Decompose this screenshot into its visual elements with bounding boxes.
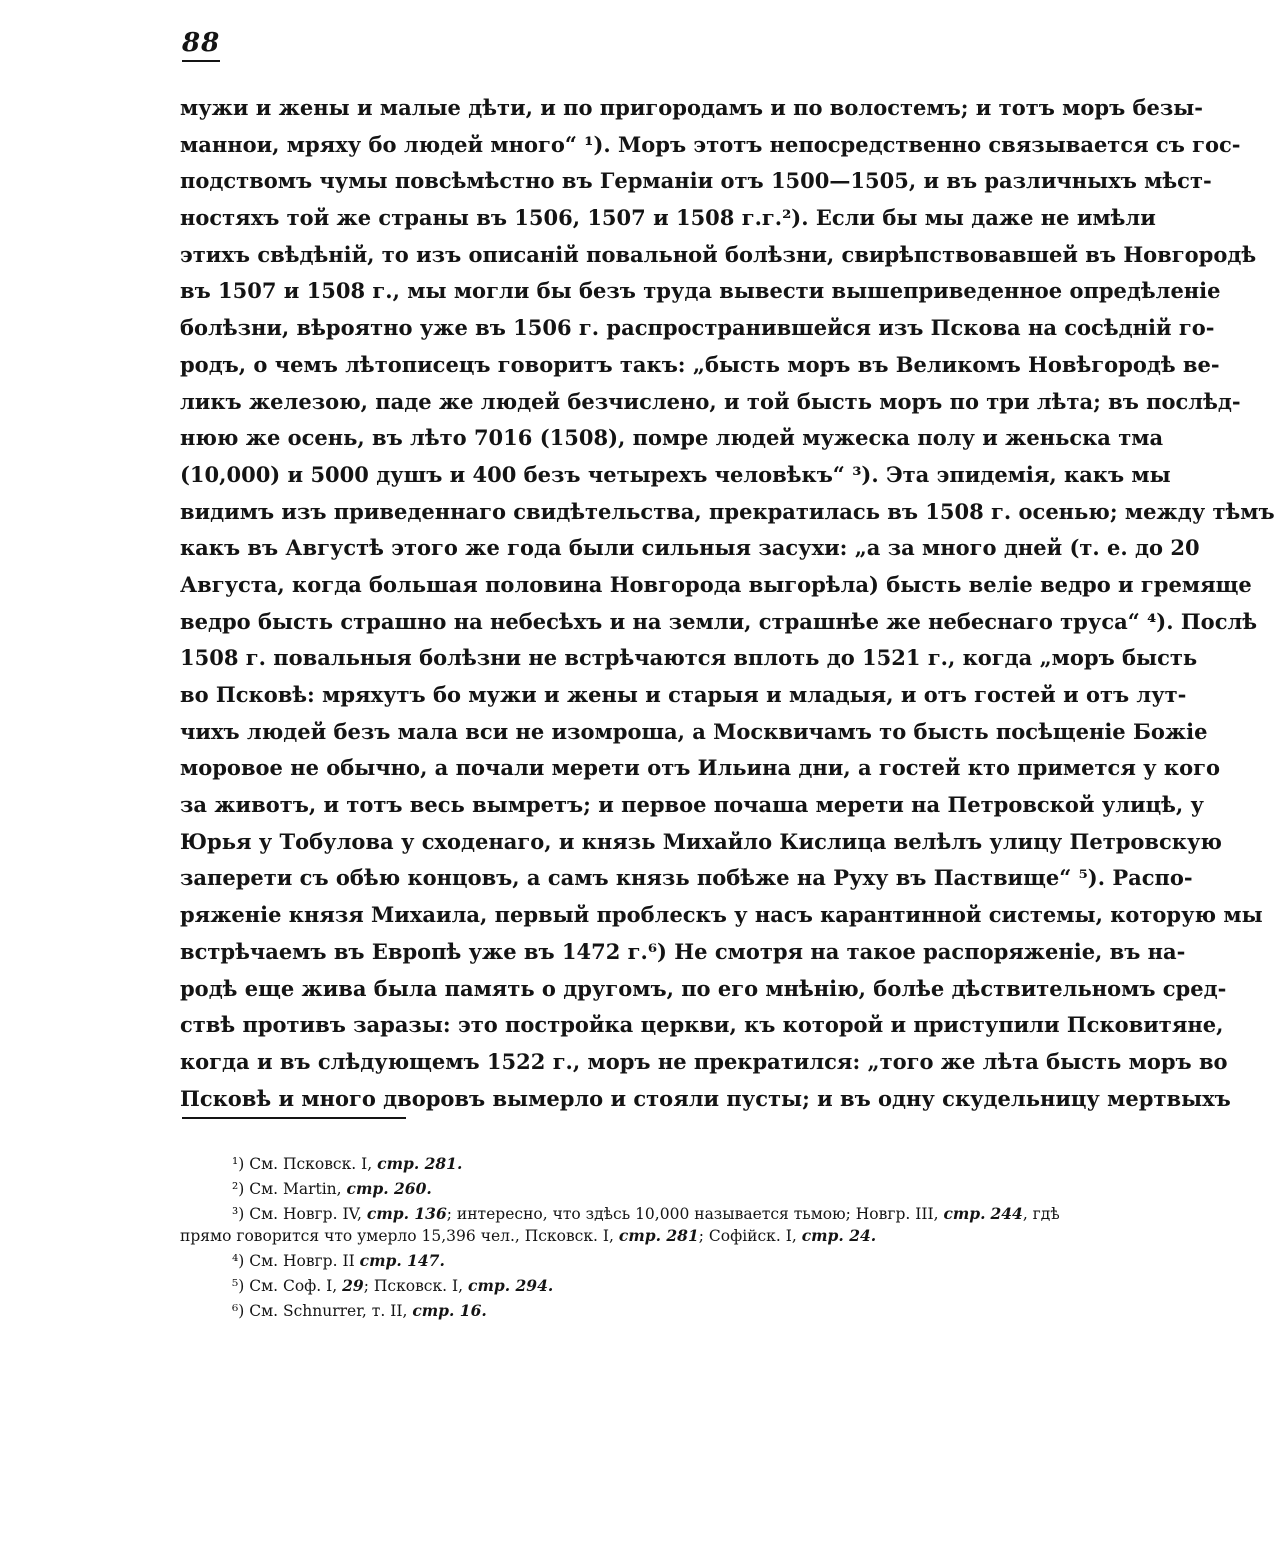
body-line: мужи и жены и малые дѣти, и по пригородамъ и по волостемъ; и тотъ моръ безы- xyxy=(180,95,1204,120)
body-line: родъ, о чемъ лѣтописецъ говоритъ такъ: „бысть моръ въ Великомъ Новѣгородѣ ве- xyxy=(180,351,1220,377)
body-line: болѣзни, вѣроятно уже въ 1506 г. распространившейся изъ Пскова на сосѣдній го- xyxy=(180,315,1215,341)
footnote-mark: ²) xyxy=(232,1180,245,1198)
footnote-text: См. Псковск. I, xyxy=(249,1155,373,1173)
footnotes xyxy=(180,1153,1085,1325)
footnote-1 xyxy=(180,1153,1085,1175)
body-line: въ 1507 и 1508 г., мы могли бы безъ труда вывести вышеприведенное опредѣленіе xyxy=(180,278,1221,304)
body-line: этихъ свѣдѣній, то изъ описаній повальной болѣзни, свирѣпствовавшей въ Новгородѣ xyxy=(180,241,1257,267)
body-line: нюю же осень, въ лѣто 7016 (1508), помре людей мужеска полу и женьска тма xyxy=(180,425,1164,451)
footnote-3 xyxy=(180,1203,1085,1247)
footnote-ref: 244 xyxy=(990,1204,1023,1223)
body-line: маннои, мряху бо людей много“ ¹). Моръ этотъ непосредственно связывается съ гос- xyxy=(180,131,1241,157)
footnote-text: См. Martin, xyxy=(249,1180,342,1198)
footnote-text: ; Псковск. I, xyxy=(363,1277,464,1295)
footnote-text: См. Новгр. II xyxy=(249,1252,355,1270)
body-line: заперети съ обѣю концовъ, а самъ князь побѣже на Руху въ Паствище“ ⁵). Распо- xyxy=(180,865,1193,891)
body-line: (10,000) и 5000 душъ и 400 безъ четырехъ человѣкъ“ ³). Эта эпидемія, какъ мы xyxy=(180,461,1171,487)
footnote-separator xyxy=(182,1117,406,1119)
body-line: ряженіе князя Михаила, первый проблескъ у насъ карантинной системы, которую мы xyxy=(180,902,1263,928)
footnote-5 xyxy=(180,1275,1085,1297)
footnote-text: , гдѣ прямо говорится что умерло 15,396 чел., Псковск. I, xyxy=(180,1205,1060,1245)
footnote-text: См. Schnurrer, т. II, xyxy=(249,1302,408,1320)
body-line: ведро бысть страшно на небесѣхъ и на земли, страшнѣе же небеснаго труса“ ⁴). Послѣ xyxy=(180,608,1258,634)
footnote-ref: стр. xyxy=(943,1204,986,1223)
footnote-2 xyxy=(180,1178,1085,1200)
body-line: во Псковѣ: мряхутъ бо мужи и жены и старыя и младыя, и отъ гостей и отъ лут- xyxy=(180,682,1187,707)
footnote-text: ; Софійск. I, xyxy=(698,1227,797,1245)
footnote-ref: стр. 16. xyxy=(412,1301,487,1320)
footnote-ref: 29 xyxy=(342,1276,364,1295)
footnote-mark: ⁶) xyxy=(232,1302,245,1320)
footnote-ref: стр. 260. xyxy=(346,1179,432,1198)
footnote-text: См. Соф. I, xyxy=(249,1277,338,1295)
footnote-ref: стр. 136 xyxy=(366,1204,447,1223)
footnote-mark: ⁵) xyxy=(232,1277,245,1295)
footnote-6 xyxy=(180,1300,1085,1322)
body-line: моровое не обычно, а почали мерети отъ Ильина дни, а гостей кто примется у кого xyxy=(180,755,1220,781)
body-line: ликъ железою, паде же людей безчислено, и той бысть моръ по три лѣта; въ послѣд- xyxy=(180,388,1241,414)
footnote-mark: ³) xyxy=(232,1205,245,1223)
footnote-4 xyxy=(180,1250,1085,1272)
body-line: Августа, когда большая половина Новгорода выгорѣла) бысть веліе ведро и гремяще xyxy=(180,571,1252,597)
body-line: какъ въ Августѣ этого же года были сильныя засухи: „а за много дней (т. е. до 20 xyxy=(180,535,1200,561)
footnote-mark: ¹) xyxy=(232,1155,245,1173)
footnote-ref: стр. 294. xyxy=(468,1276,554,1295)
body-line: за животъ, и тотъ весь вымретъ; и первое почаша мерети на Петровской улицѣ, у xyxy=(180,792,1204,818)
footnote-ref: стр. 147. xyxy=(359,1251,445,1270)
body-line: чихъ людей безъ мала вси не изомроша, а Москвичамъ то бысть посѣщеніе Божіе xyxy=(180,718,1208,744)
body-text xyxy=(180,90,1275,1117)
body-line: родѣ еще жива была память о другомъ, по его мнѣнію, болѣе дѣствительномъ сред- xyxy=(180,975,1227,1001)
footnote-mark: ⁴) xyxy=(232,1252,245,1270)
footnote-ref: стр. 281. xyxy=(377,1154,463,1173)
body-line: подствомъ чумы повсѣмѣстно въ Германіи отъ 1500—1505, и въ различныхъ мѣст- xyxy=(180,168,1212,194)
body-line: видимъ изъ приведеннаго свидѣтельства, прекратилась въ 1508 г. осенью; между тѣмъ xyxy=(180,498,1275,524)
footnote-text: См. Новгр. IV, xyxy=(249,1205,362,1223)
body-line: встрѣчаемъ въ Европѣ уже въ 1472 г.⁶) Не смотря на такое распоряженіе, въ на- xyxy=(180,938,1186,964)
body-line: Юрья у Тобулова у сходенаго, и князь Михайло Кислица велѣлъ улицу Петровскую xyxy=(180,828,1222,854)
footnote-ref: стр. 281 xyxy=(618,1226,699,1245)
body-line: ностяхъ той же страны въ 1506, 1507 и 1508 г.г.²). Если бы мы даже не имѣли xyxy=(180,205,1156,231)
body-line: 1508 г. повальныя болѣзни не встрѣчаются вплоть до 1521 г., когда „моръ бысть xyxy=(180,645,1198,671)
body-line: Псковѣ и много дворовъ вымерло и стояли пусты; и въ одну скудельницу мертвыхъ xyxy=(180,1085,1231,1111)
footnote-ref: стр. 24. xyxy=(801,1226,877,1245)
footnote-text: ; интересно, что здѣсь 10,000 называется тьмою; Новгр. III, xyxy=(446,1205,939,1223)
page-number: 88 xyxy=(182,28,220,62)
body-line: ствѣ противъ заразы: это постройка церкви, къ которой и приступили Псковитяне, xyxy=(180,1012,1224,1038)
body-line: когда и въ слѣдующемъ 1522 г., моръ не прекратился: „того же лѣта бысть моръ во xyxy=(180,1048,1228,1074)
